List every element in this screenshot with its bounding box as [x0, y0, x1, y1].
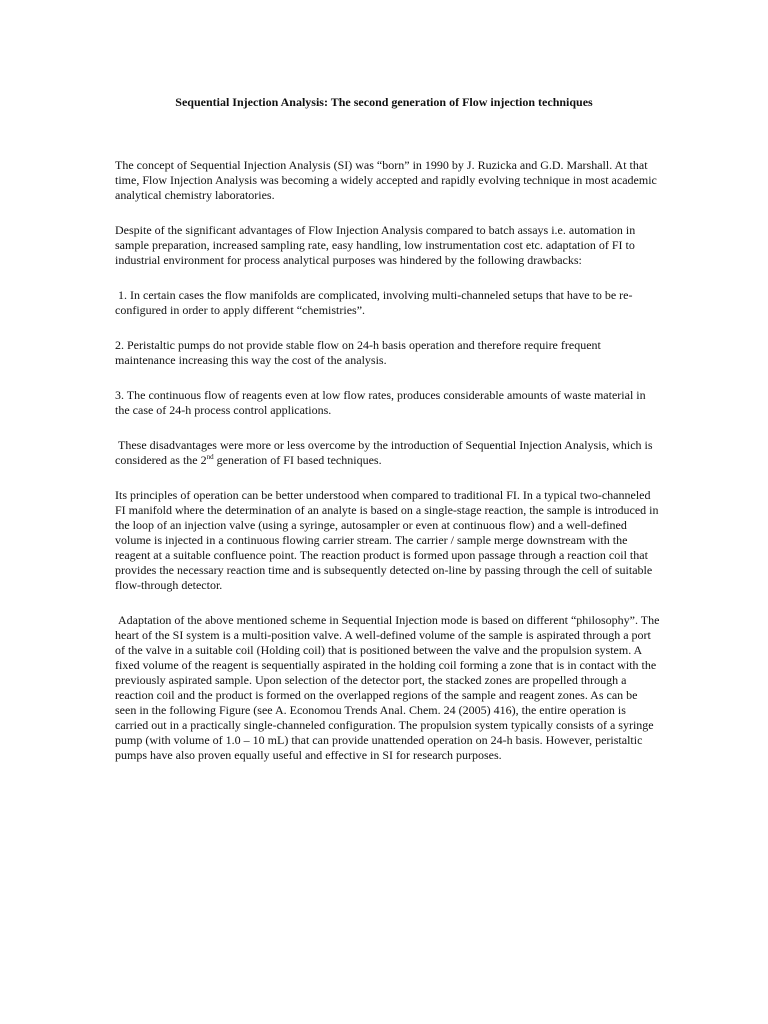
paragraph-drawback-2: 2. Peristaltic pumps do not provide stable flow on 24-h basis operation and therefore require frequent maintenance increasing this way the cost of the analysis.: [115, 338, 601, 367]
paragraph-drawback-1: 1. In certain cases the flow manifolds are complicated, involving multi-channeled setups that have to be re-configured in order to apply different “chemistries”.: [115, 288, 633, 317]
ordinal-superscript: nd: [206, 453, 214, 461]
paragraph-si-introduction-tail: generation of FI based techniques.: [213, 453, 382, 467]
document-title: Sequential Injection Analysis: The second generation of Flow injection techniques: [175, 95, 593, 109]
paragraph-si-adaptation: Adaptation of the above mentioned scheme in Sequential Injection mode is based on different “philosophy”. The heart of the SI system is a multi-position valve. A well-defined volume of the sample is aspirated through a port of the valve in a suitable coil (Holding coil) that is positioned between the valve and the propulsion system. A fixed volume of the reagent is sequentially aspirated in the holding coil forming a zone that is in contact with the previously aspirated sample. Upon selection of the detector port, the stacked zones are propelled through a reaction coil and the product is formed on the overlapped regions of the sample and reagent zones. As can be seen in the following Figure (see A. Economou Trends Anal. Chem. 24 (2005) 416), the entire operation is carried out in a practically single-channeled configuration. The propulsion system typically consists of a syringe pump (with volume of 1.0 – 10 mL) that can provide unattended operation on 24-h basis. However, peristaltic pumps have also proven equally useful and effective in SI for research purposes.: [115, 613, 660, 762]
paragraph-fi-drawbacks-intro: Despite of the significant advantages of Flow Injection Analysis compared to batch assays i.e. automation in sample preparation, increased sampling rate, easy handling, low instrumentation cost etc. adaptation of FI to industrial environment for process analytical purposes was hindered by the following drawbacks:: [115, 223, 636, 267]
paragraph-drawback-3: 3. The continuous flow of reagents even at low flow rates, produces considerable amounts of waste material in the case of 24-h process control applications.: [115, 388, 646, 417]
paragraph-fi-principles: Its principles of operation can be better understood when compared to traditional FI. In a typical two-channeled FI manifold where the determination of an analyte is based on a single-stage reaction, the sample is introduced in the loop of an injection valve (using a syringe, autosampler or even at continuous flow) and a well-defined volume is injected in a continuous flowing carrier stream. The carrier / sample merge downstream with the reagent at a suitable confluence point. The reaction product is formed upon passage through a reaction coil that provides the necessary reaction time and is subsequently detected on-line by passing through the cell of suitable flow-through detector.: [115, 488, 659, 592]
paragraph-si-introduction-text: These disadvantages were more or less overcome by the introduction of Sequential Injection Analysis, which is considered as the 2: [115, 438, 653, 467]
paragraph-si-introduction: [115, 438, 660, 468]
document-body: [115, 158, 660, 780]
paragraph-si-origin: The concept of Sequential Injection Analysis (SI) was “born” in 1990 by J. Ruzicka and G.D. Marshall. At that time, Flow Injection Analysis was becoming a widely accepted and rapidly evolving technique in most academic analytical chemistry laboratories.: [115, 158, 657, 202]
